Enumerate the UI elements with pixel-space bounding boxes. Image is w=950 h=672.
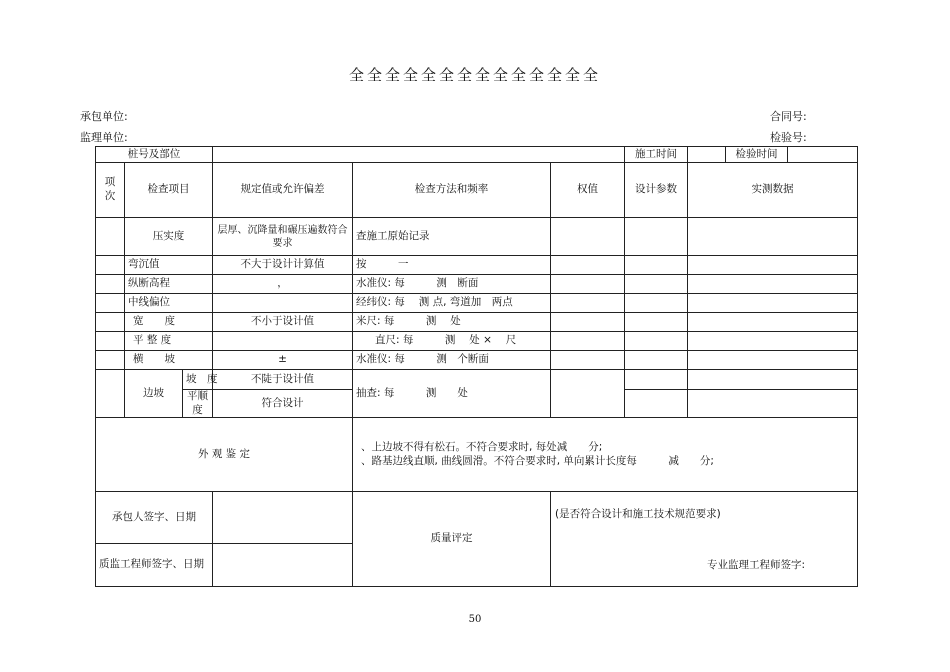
row-measured	[688, 294, 858, 313]
row-item: 坡 度	[183, 370, 213, 390]
col-item-no: 项 次	[96, 163, 125, 218]
row-spec: ±	[213, 351, 353, 370]
row-spec: ，	[213, 275, 353, 294]
row-design	[625, 256, 688, 275]
row-method: 直尺: 每 测 处 × 尺	[353, 332, 551, 351]
appearance-note-2: 、路基边线直顺, 曲线圆滑。不符合要求时, 单向累计长度每 减 分;	[361, 454, 714, 467]
row-centerline	[96, 294, 858, 313]
row-no	[96, 313, 125, 332]
row-measured	[688, 275, 858, 294]
appearance-note-1: 、上边坡不得有松石。不符合要求时, 每处减 分;	[361, 441, 603, 454]
row-item: 宽 度	[125, 313, 213, 332]
contractor-sign-value	[213, 492, 353, 544]
row-spec: 符合设计	[213, 390, 353, 418]
row-weight	[551, 313, 625, 332]
row-measured	[688, 218, 858, 256]
row-method: 查施工原始记录	[353, 218, 551, 256]
row-item: 压实度	[125, 218, 213, 256]
row-design	[625, 390, 688, 418]
row-design	[625, 275, 688, 294]
row-weight	[551, 256, 625, 275]
row-measured	[688, 313, 858, 332]
station-label: 桩号及部位	[96, 147, 213, 163]
row-design	[625, 332, 688, 351]
row-item: 平 整 度	[125, 332, 213, 351]
row-measured	[688, 390, 858, 418]
row-item: 中线偏位	[125, 294, 213, 313]
row-weight	[551, 294, 625, 313]
inspection-time-value	[788, 147, 858, 163]
row-weight	[551, 275, 625, 294]
top-info-row	[96, 147, 858, 163]
row-method: 经纬仪: 每 测 点, 弯道加 两点	[353, 294, 551, 313]
supervisor-sign-label: 专业监理工程师签字:	[706, 558, 806, 571]
row-appearance	[96, 418, 858, 492]
row-method: 抽查: 每 测 处	[353, 370, 551, 418]
row-contractor-sign	[96, 492, 858, 544]
row-measured	[688, 256, 858, 275]
row-design	[625, 313, 688, 332]
row-design	[625, 370, 688, 390]
row-no	[96, 370, 125, 418]
row-method: 水准仪: 每 测 断面	[353, 275, 551, 294]
col-spec: 规定值或允许偏差	[213, 163, 353, 218]
row-weight	[551, 351, 625, 370]
side-slope-group: 边坡	[125, 370, 183, 418]
row-method: 水准仪: 每 测 个断面	[353, 351, 551, 370]
column-header-row	[96, 163, 858, 218]
row-width	[96, 313, 858, 332]
row-design	[625, 351, 688, 370]
row-item: 弯沉值	[125, 256, 213, 275]
row-no	[96, 332, 125, 351]
quality-eval-note: (是否符合设计和施工技术规范要求)	[555, 508, 721, 521]
inspection-time-label: 检验时间	[726, 147, 788, 163]
col-check-item: 检查项目	[125, 163, 213, 218]
contract-no-label: 合同号:	[770, 110, 807, 123]
qc-sign-value	[213, 544, 353, 587]
row-item: 平顺度	[183, 390, 213, 418]
row-compaction	[96, 218, 858, 256]
row-no	[96, 218, 125, 256]
appearance-label: 外 观 鉴 定	[96, 418, 353, 492]
qc-sign-label: 质监工程师签字、日期	[96, 544, 213, 587]
appearance-notes	[353, 418, 858, 492]
row-method: 按 一	[353, 256, 551, 275]
inspection-no-label: 检验号:	[770, 131, 807, 144]
inspection-form-table	[95, 146, 858, 587]
col-weight: 权值	[551, 163, 625, 218]
quality-eval-box	[551, 492, 858, 587]
row-measured	[688, 332, 858, 351]
row-method: 米尺: 每 测 处	[353, 313, 551, 332]
station-value	[213, 147, 625, 163]
row-design	[625, 294, 688, 313]
row-cross-slope	[96, 351, 858, 370]
row-profile	[96, 275, 858, 294]
row-deflection	[96, 256, 858, 275]
row-flatness	[96, 332, 858, 351]
col-design-param: 设计参数	[625, 163, 688, 218]
construction-time-label: 施工时间	[625, 147, 688, 163]
col-method: 检查方法和频率	[353, 163, 551, 218]
row-weight	[551, 370, 625, 418]
row-spec: 不陡于设计值	[213, 370, 353, 390]
row-item: 纵断高程	[125, 275, 213, 294]
supervisor-label: 监理单位:	[80, 131, 128, 144]
row-spec	[213, 294, 353, 313]
page-title: 全全全全全全全全全全全全全全	[348, 66, 601, 84]
row-item: 横 坡	[125, 351, 213, 370]
row-spec: 不小于设计值	[213, 313, 353, 332]
row-weight	[551, 218, 625, 256]
contractor-label: 承包单位:	[80, 110, 128, 123]
col-measured: 实测数据	[688, 163, 858, 218]
page-number: 50	[468, 614, 482, 625]
quality-eval-label: 质量评定	[353, 492, 551, 587]
row-no	[96, 256, 125, 275]
row-spec: 不大于设计计算值	[213, 256, 353, 275]
row-no	[96, 351, 125, 370]
construction-time-value	[688, 147, 726, 163]
row-weight	[551, 332, 625, 351]
row-no	[96, 294, 125, 313]
row-design	[625, 218, 688, 256]
contractor-sign-label: 承包人签字、日期	[96, 492, 213, 544]
row-measured	[688, 351, 858, 370]
row-spec: 层厚、沉降量和碾压遍数符合要求	[213, 218, 353, 256]
row-side-slope-grade	[96, 370, 858, 390]
row-no	[96, 275, 125, 294]
row-spec	[213, 332, 353, 351]
row-measured	[688, 370, 858, 390]
